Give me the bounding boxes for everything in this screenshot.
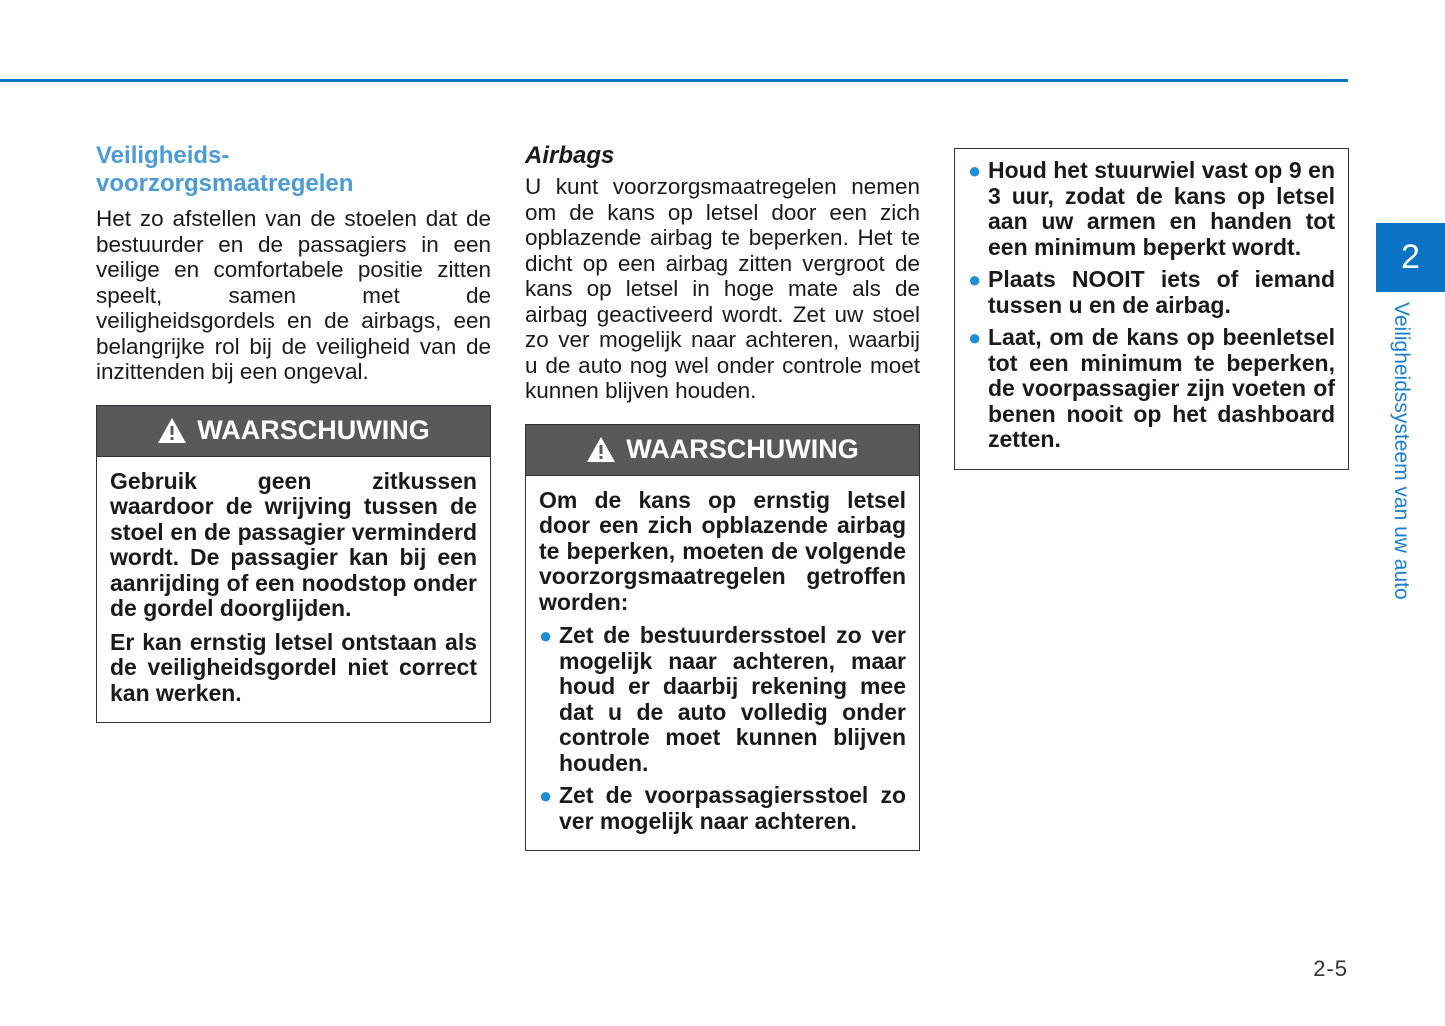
list-item: [539, 623, 906, 776]
bullet-icon: ●: [539, 623, 553, 648]
warning-paragraph: Gebruik geen zitkussen waardoor de wrijving tussen de stoel en de passagier verminderd wordt. De passagier kan bij een aanrijding of een noodstop onder de gordel doorglijden.: [110, 467, 477, 621]
warning-paragraph: Er kan ernstig letsel ontstaan als de veiligheidsgordel niet correct kan werken.: [110, 628, 477, 706]
bullet-icon: ●: [968, 158, 982, 183]
warning-box: [96, 405, 491, 724]
airbags-paragraph: U kunt voorzorgsmaatregelen nemen om de kans op letsel door een zich opblazende airbag te beperken. Het te dicht op een airbag zitten vergroot de kans op letsel in hoge mate als de airbag geactiveerd wordt. Zet uw stoel zo ver mogelijk naar achteren, waarbij u de auto nog wel onder controle moet kunnen blijven houden.: [525, 174, 920, 403]
list-item: [968, 158, 1335, 260]
column-2: [525, 142, 920, 851]
page-number: 2-5: [1313, 956, 1348, 981]
warning-triangle-icon: [157, 417, 187, 444]
warning-bullet-list: [539, 623, 906, 834]
warning-header-label: WAARSCHUWING: [626, 434, 859, 464]
bullet-icon: ●: [539, 783, 553, 808]
warning-body: [97, 457, 490, 723]
column-1: [96, 142, 491, 723]
chapter-tab: 2: [1376, 223, 1445, 292]
continued-warning-box: [954, 148, 1349, 470]
bullet-icon: ●: [968, 325, 982, 350]
warning-triangle-icon: [586, 436, 616, 463]
list-item-text: Laat, om de kans op beenletsel tot een minimum te beperken, de voorpassagier zijn voeten of benen nooit op het dashboard zetten.: [988, 324, 1335, 452]
section-title: [96, 142, 491, 198]
chapter-title: Veiligheidssysteem van uw auto: [1390, 302, 1413, 600]
section-title-line2: voorzorgsmaatregelen: [96, 170, 354, 197]
list-item-text: Zet de bestuurdersstoel zo ver mogelijk naar achteren, maar houd er daarbij rekening mee dat u de auto volledig onder controle moet kunnen blijven houden.: [559, 622, 906, 776]
section-title-line1: Veiligheids-: [96, 142, 230, 169]
list-item-text: Plaats NOOIT iets of iemand tussen u en de airbag.: [988, 266, 1335, 318]
warning-box: [525, 424, 920, 852]
list-item: [539, 783, 906, 834]
bullet-icon: ●: [968, 267, 982, 292]
warning-header: [526, 425, 919, 476]
warning-header-label: WAARSCHUWING: [197, 415, 430, 445]
list-item-text: Zet de voorpassagiersstoel zo ver mogelijk naar achteren.: [559, 782, 906, 834]
list-item-text: Houd het stuurwiel vast op 9 en 3 uur, zodat de kans op letsel aan uw armen en handen tot een minimum beperkt wordt.: [988, 157, 1335, 260]
airbags-title: Airbags: [525, 142, 615, 169]
column-3: [954, 148, 1349, 470]
warning-intro: Om de kans op ernstig letsel door een zich opblazende airbag te beperken, moeten de volgende voorzorgsmaatregelen getroffen worden:: [539, 486, 906, 615]
list-item: [968, 267, 1335, 318]
warning-body: [526, 476, 919, 851]
warning-header: [97, 406, 490, 457]
top-rule: [0, 79, 1348, 82]
intro-paragraph: Het zo afstellen van de stoelen dat de bestuurder en de passagiers in een veilige en comfortabele positie zitten speelt, samen met de veiligheidsgordels en de airbags, een belangrijke rol bij de veiligheid van de inzittenden bij een ongeval.: [96, 206, 491, 384]
list-item: [968, 325, 1335, 453]
bullet-list: [968, 158, 1335, 453]
